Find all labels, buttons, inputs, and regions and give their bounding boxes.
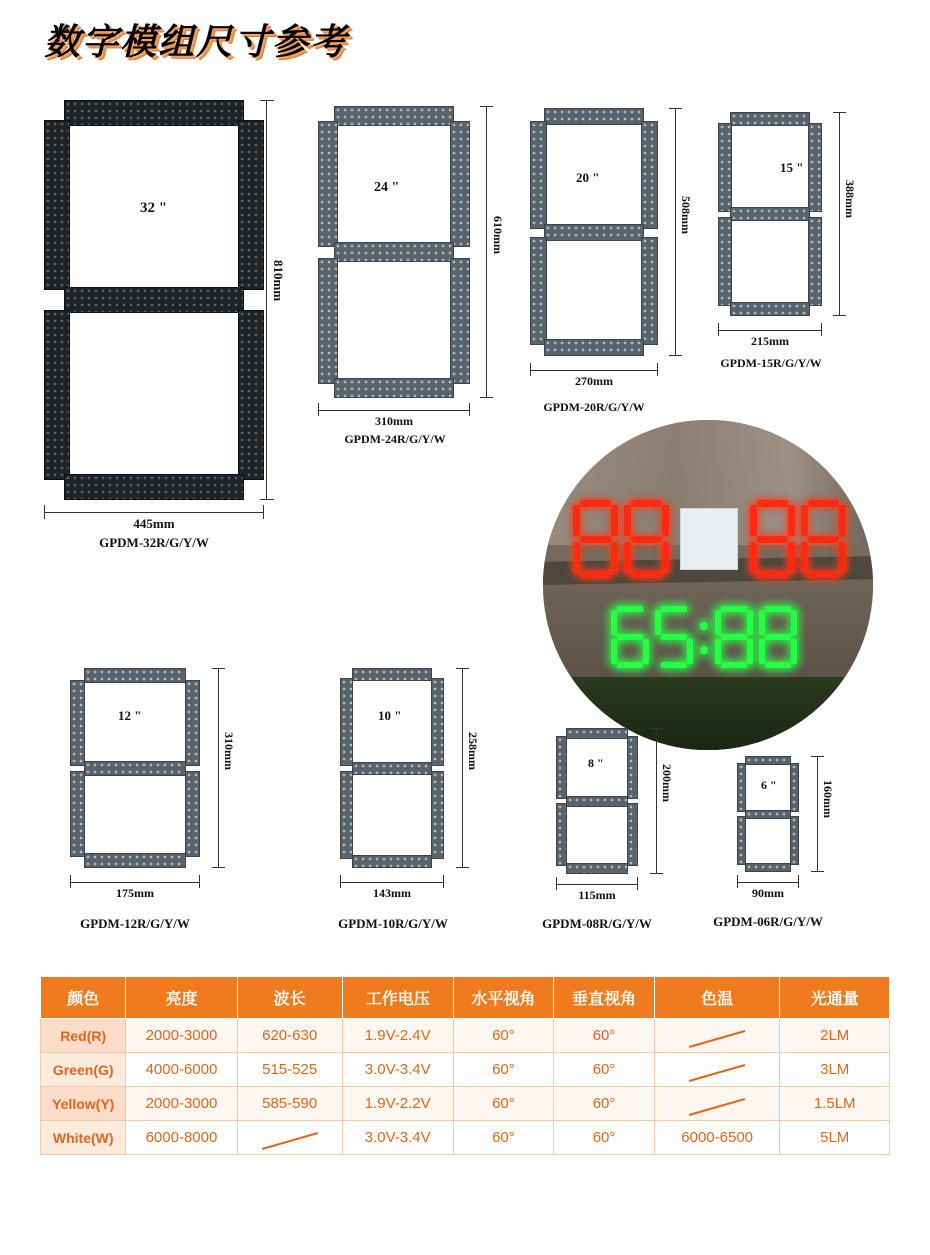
cell-lumen: 1.5LM xyxy=(780,1087,890,1121)
table-row xyxy=(41,1087,890,1121)
not-applicable-dash xyxy=(689,1064,745,1082)
segment xyxy=(718,123,732,212)
cell-color-temp xyxy=(654,1019,780,1053)
module-32-width: 445mm xyxy=(133,516,175,531)
module-15-height: 388mm xyxy=(843,180,857,218)
cell-color: Green(G) xyxy=(41,1053,126,1087)
cell-voltage: 3.0V-3.4V xyxy=(342,1121,453,1155)
segment xyxy=(627,736,638,799)
cell-color-temp: 6000-6500 xyxy=(654,1121,780,1155)
segment xyxy=(352,668,432,681)
segment xyxy=(730,112,810,126)
segment xyxy=(737,816,746,865)
segment xyxy=(185,680,200,766)
segment xyxy=(238,120,264,290)
module-08 xyxy=(542,728,674,931)
cell-wavelength xyxy=(237,1121,342,1155)
segment xyxy=(737,763,746,812)
segment xyxy=(544,224,644,241)
segment xyxy=(730,207,810,221)
segment xyxy=(44,310,70,480)
cell-brightness: 4000-6000 xyxy=(126,1053,237,1087)
module-10-width: 143mm xyxy=(373,886,411,900)
module-10-model: GPDM-10R/G/Y/W xyxy=(338,916,448,931)
segment xyxy=(64,474,244,500)
photo-colon xyxy=(699,606,709,668)
module-06-height: 160mm xyxy=(821,780,835,818)
cell-h-angle: 60° xyxy=(453,1053,554,1087)
segment xyxy=(431,771,444,859)
not-applicable-dash xyxy=(689,1030,745,1048)
segment xyxy=(84,668,186,683)
segment xyxy=(70,680,85,766)
segment xyxy=(566,796,628,807)
cell-wavelength: 585-590 xyxy=(237,1087,342,1121)
segment xyxy=(64,287,244,313)
module-20-model: GPDM-20R/G/Y/W xyxy=(543,400,645,414)
module-24-model: GPDM-24R/G/Y/W xyxy=(344,432,446,446)
cell-voltage: 3.0V-3.4V xyxy=(342,1053,453,1087)
module-12-width: 175mm xyxy=(116,886,154,900)
module-24-height: 610mm xyxy=(491,216,505,254)
module-10 xyxy=(338,668,480,931)
cell-brightness: 6000-8000 xyxy=(126,1121,237,1155)
module-32-model: GPDM-32R/G/Y/W xyxy=(99,535,209,550)
module-08-inch: 8 " xyxy=(588,756,604,770)
module-06-model: GPDM-06R/G/Y/W xyxy=(713,914,823,929)
module-15 xyxy=(718,112,857,370)
segment xyxy=(745,810,791,819)
segment xyxy=(544,339,644,356)
module-08-height: 200mm xyxy=(660,764,674,802)
col-brightness: 亮度 xyxy=(126,977,237,1019)
segment xyxy=(450,258,470,384)
segment xyxy=(544,108,644,125)
col-lumen: 光通量 xyxy=(780,977,890,1019)
segment xyxy=(340,678,353,766)
segment xyxy=(790,816,799,865)
module-24 xyxy=(318,106,505,446)
module-32 xyxy=(44,100,286,550)
module-12-model: GPDM-12R/G/Y/W xyxy=(80,916,190,931)
module-20 xyxy=(530,108,693,414)
segment xyxy=(70,771,85,857)
module-32-height: 810mm xyxy=(271,260,286,302)
cell-lumen: 3LM xyxy=(780,1053,890,1087)
not-applicable-dash xyxy=(261,1132,317,1150)
cell-color: Red(R) xyxy=(41,1019,126,1053)
segment xyxy=(808,217,822,306)
segment xyxy=(352,762,432,775)
module-06 xyxy=(713,756,835,929)
spec-table xyxy=(40,976,890,1155)
cell-h-angle: 60° xyxy=(453,1121,554,1155)
photo-red-left-digits xyxy=(573,500,669,578)
photo-green-digits xyxy=(611,606,797,668)
segment xyxy=(745,863,791,872)
segment xyxy=(745,756,791,765)
module-12-inch: 12 " xyxy=(118,708,142,723)
module-20-inch: 20 " xyxy=(576,170,600,185)
col-color: 颜色 xyxy=(41,977,126,1019)
col-v-angle: 垂直视角 xyxy=(554,977,655,1019)
cell-color-temp xyxy=(654,1053,780,1087)
cell-lumen: 5LM xyxy=(780,1121,890,1155)
cell-color: Yellow(Y) xyxy=(41,1087,126,1121)
module-15-model: GPDM-15R/G/Y/W xyxy=(720,356,822,370)
not-applicable-dash xyxy=(689,1098,745,1116)
module-32-inch: 32 " xyxy=(140,200,168,216)
cell-wavelength: 620-630 xyxy=(237,1019,342,1053)
segment xyxy=(530,237,547,345)
table-row xyxy=(41,1053,890,1087)
segment xyxy=(627,803,638,866)
module-10-inch: 10 " xyxy=(378,708,402,723)
table-row xyxy=(41,1019,890,1053)
segment xyxy=(334,378,454,398)
module-20-height: 508mm xyxy=(679,196,693,234)
table-row xyxy=(41,1121,890,1155)
segment xyxy=(641,121,658,229)
module-12-height: 310mm xyxy=(222,732,236,770)
segment xyxy=(530,121,547,229)
cell-brightness: 2000-3000 xyxy=(126,1019,237,1053)
segment xyxy=(730,302,810,316)
cell-h-angle: 60° xyxy=(453,1019,554,1053)
segment xyxy=(790,763,799,812)
segment xyxy=(318,258,338,384)
module-06-inch: 6 " xyxy=(761,778,777,792)
table-header-row xyxy=(41,977,890,1019)
cell-voltage: 1.9V-2.2V xyxy=(342,1087,453,1121)
module-08-model: GPDM-08R/G/Y/W xyxy=(542,916,652,931)
cell-color-temp xyxy=(654,1087,780,1121)
segment xyxy=(566,728,628,739)
cell-brightness: 2000-3000 xyxy=(126,1087,237,1121)
module-12 xyxy=(70,668,236,931)
segment xyxy=(556,736,567,799)
segment xyxy=(641,237,658,345)
module-15-inch: 15 " xyxy=(780,160,804,175)
segment xyxy=(808,123,822,212)
segment xyxy=(64,100,244,126)
module-06-width: 90mm xyxy=(752,886,784,900)
page-title: 数字模组尺寸参考 xyxy=(44,22,349,62)
segment xyxy=(44,120,70,290)
segment xyxy=(318,121,338,247)
col-h-angle: 水平视角 xyxy=(453,977,554,1019)
photo-white-panel xyxy=(680,508,738,570)
cell-lumen: 2LM xyxy=(780,1019,890,1053)
segment xyxy=(566,863,628,874)
segment xyxy=(718,217,732,306)
cell-v-angle: 60° xyxy=(554,1053,655,1087)
cell-voltage: 1.9V-2.4V xyxy=(342,1019,453,1053)
cell-v-angle: 60° xyxy=(554,1121,655,1155)
segment xyxy=(431,678,444,766)
module-10-height: 258mm xyxy=(466,732,480,770)
segment xyxy=(556,803,567,866)
cell-v-angle: 60° xyxy=(554,1019,655,1053)
segment xyxy=(334,106,454,126)
segment xyxy=(84,761,186,776)
segment xyxy=(238,310,264,480)
cell-wavelength: 515-525 xyxy=(237,1053,342,1087)
product-photo xyxy=(543,420,873,750)
module-20-width: 270mm xyxy=(575,374,613,388)
module-15-width: 215mm xyxy=(751,334,789,348)
segment xyxy=(185,771,200,857)
segment xyxy=(450,121,470,247)
segment xyxy=(334,242,454,262)
module-24-inch: 24 " xyxy=(374,180,400,195)
col-color-temp: 色温 xyxy=(654,977,780,1019)
col-voltage: 工作电压 xyxy=(342,977,453,1019)
cell-v-angle: 60° xyxy=(554,1087,655,1121)
segment xyxy=(352,855,432,868)
segment xyxy=(340,771,353,859)
module-24-width: 310mm xyxy=(375,414,413,428)
photo-red-right-digits xyxy=(750,500,846,578)
cell-h-angle: 60° xyxy=(453,1087,554,1121)
cell-color: White(W) xyxy=(41,1121,126,1155)
segment xyxy=(84,853,186,868)
col-wavelength: 波长 xyxy=(237,977,342,1019)
module-08-width: 115mm xyxy=(578,888,616,902)
